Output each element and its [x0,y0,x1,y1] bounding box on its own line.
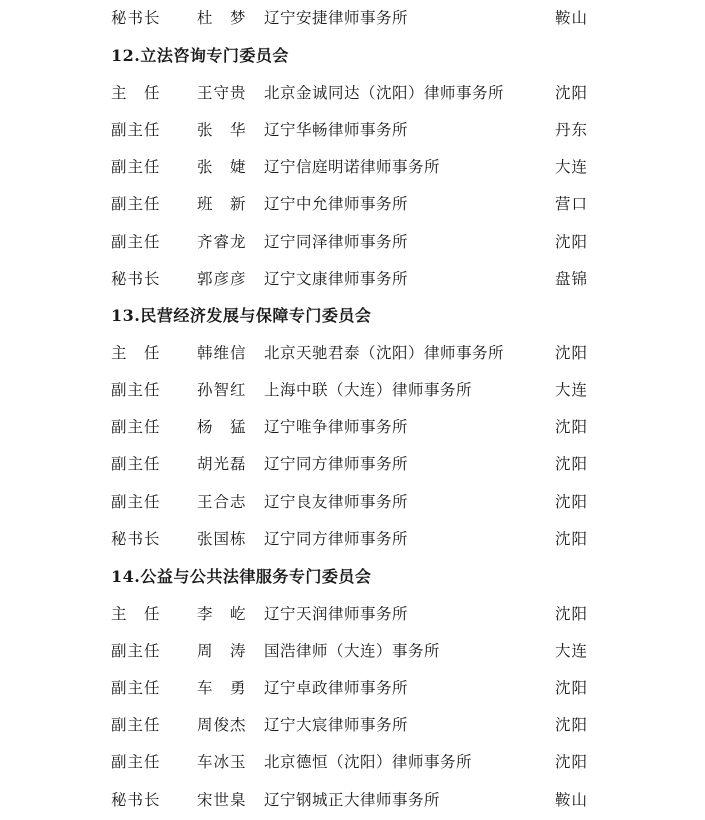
member-row [0,264,705,294]
member-city: 沈阳 [555,716,589,734]
member-city: 沈阳 [555,455,589,473]
member-role: 副主任 [111,418,161,436]
member-firm: 辽宁钢城正大律师事务所 [264,791,441,809]
member-firm: 北京金诚同达（沈阳）律师事务所 [264,84,505,102]
member-row [0,710,705,740]
member-row [0,599,705,629]
member-row [0,189,705,219]
member-row [0,3,705,33]
member-name: 车冰玉 [197,753,247,771]
member-role: 副主任 [111,381,161,399]
member-role: 秘书长 [111,9,161,27]
member-name: 张 华 [197,121,247,139]
member-role: 秘书长 [111,530,161,548]
member-city: 沈阳 [555,84,589,102]
member-city: 沈阳 [555,418,589,436]
member-name: 车 勇 [197,679,247,697]
member-row [0,487,705,517]
member-row [0,673,705,703]
member-city: 大连 [555,158,589,176]
member-name: 王守贵 [197,84,247,102]
member-name: 齐睿龙 [197,233,247,251]
member-role: 秘书长 [111,270,161,288]
member-role: 副主任 [111,158,161,176]
member-name: 杨 猛 [197,418,247,436]
member-city: 大连 [555,642,589,660]
member-role: 主 任 [111,84,161,102]
member-firm: 辽宁安捷律师事务所 [264,9,409,27]
member-name: 杜 梦 [197,9,247,27]
member-name: 胡光磊 [197,455,247,473]
member-name: 孙智红 [197,381,247,399]
member-role: 主 任 [111,605,161,623]
member-row [0,524,705,554]
member-city: 沈阳 [555,344,589,362]
member-firm: 辽宁同泽律师事务所 [264,233,409,251]
member-firm: 辽宁良友律师事务所 [264,493,409,511]
member-row [0,338,705,368]
member-firm: 北京天驰君泰（沈阳）律师事务所 [264,344,505,362]
member-firm: 辽宁文康律师事务所 [264,270,409,288]
member-name: 班 新 [197,195,247,213]
member-role: 副主任 [111,642,161,660]
member-name: 郭彦彦 [197,270,247,288]
member-firm: 辽宁唯争律师事务所 [264,418,409,436]
member-role: 副主任 [111,195,161,213]
member-firm: 北京德恒（沈阳）律师事务所 [264,753,473,771]
member-name: 周俊杰 [197,716,247,734]
member-city: 大连 [555,381,589,399]
member-row [0,412,705,442]
member-role: 副主任 [111,753,161,771]
member-role: 副主任 [111,679,161,697]
member-row [0,115,705,145]
member-name: 韩维信 [197,344,247,362]
member-role: 副主任 [111,121,161,139]
member-role: 副主任 [111,716,161,734]
member-role: 副主任 [111,493,161,511]
member-city: 丹东 [555,121,589,139]
member-name: 周 涛 [197,642,247,660]
member-name: 张 婕 [197,158,247,176]
member-row [0,152,705,182]
member-city: 沈阳 [555,493,589,511]
member-firm: 辽宁中允律师事务所 [264,195,409,213]
member-firm: 上海中联（大连）律师事务所 [264,381,473,399]
member-city: 沈阳 [555,753,589,771]
member-city: 沈阳 [555,605,589,623]
member-firm: 辽宁天润律师事务所 [264,605,409,623]
member-city: 沈阳 [555,530,589,548]
section-heading: 13.民营经济发展与保障专门委员会 [111,306,372,325]
member-role: 主 任 [111,344,161,362]
section-heading: 12.立法咨询专门委员会 [111,46,289,65]
member-firm: 辽宁信庭明诺律师事务所 [264,158,441,176]
member-role: 秘书长 [111,791,161,809]
member-firm: 辽宁同方律师事务所 [264,530,409,548]
member-row [0,449,705,479]
member-role: 副主任 [111,455,161,473]
member-name: 李 屹 [197,605,247,623]
member-city: 沈阳 [555,233,589,251]
member-firm: 辽宁大宸律师事务所 [264,716,409,734]
member-firm: 辽宁同方律师事务所 [264,455,409,473]
member-name: 王合志 [197,493,247,511]
member-row [0,636,705,666]
member-city: 鞍山 [555,9,589,27]
member-row [0,747,705,777]
member-city: 营口 [555,195,589,213]
member-firm: 辽宁卓政律师事务所 [264,679,409,697]
member-city: 沈阳 [555,679,589,697]
member-name: 张国栋 [197,530,247,548]
member-role: 副主任 [111,233,161,251]
member-row [0,375,705,405]
member-firm: 国浩律师（大连）事务所 [264,642,441,660]
member-firm: 辽宁华畅律师事务所 [264,121,409,139]
member-city: 盘锦 [555,270,589,288]
section-heading: 14.公益与公共法律服务专门委员会 [111,567,372,586]
member-row [0,785,705,815]
member-row [0,78,705,108]
member-city: 鞍山 [555,791,589,809]
member-row [0,227,705,257]
member-name: 宋世臬 [197,791,247,809]
